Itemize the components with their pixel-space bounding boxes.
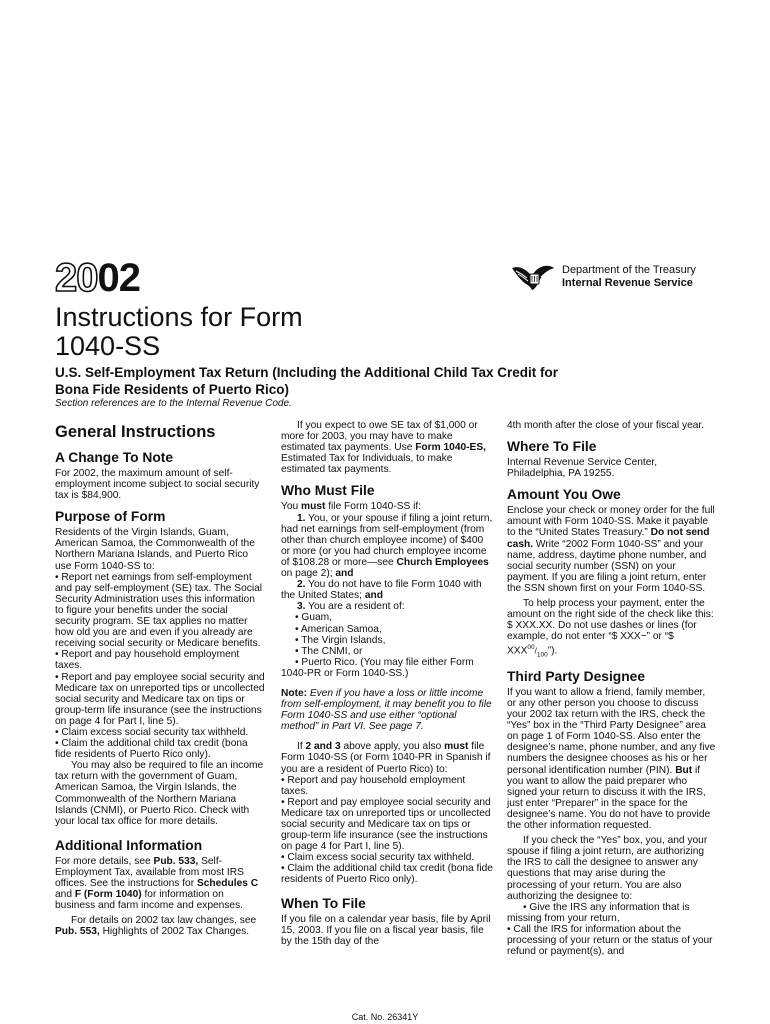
column-2 [281,420,493,947]
pub-533-link: Pub. 533, [153,855,199,867]
purpose-bullet: • Report and pay household employment taxes. [55,649,240,672]
when-to-file-text: If you file on a calendar year basis, file by April 15, 2003. If you file on a fiscal year basis, file by the 15th day of the [281,913,491,947]
column-1 [55,420,265,937]
amount-you-owe-text: Enclose your check or money order for the full amount with Form 1040-SS. Make it payable to the “United States Treasury.” Do not send cash. Write “2002 Form 1040-SS” and your name, address, daytime phone number, and social security number (SSN) on your payment. If you are filing a joint return, enter the SSN shown first on your Form 1040-SS. [507,505,715,594]
residence-item: • American Samoa, [295,623,382,635]
third-party-text-2: If you check the “Yes” box, you, and your spouse if filing a joint return, are authorizing the IRS to call the designee to answer any questions that may arise during the processing of your return. You are also authorizing the designee to: [507,835,708,902]
also-file-bullet: • Report and pay household employment taxes. [281,774,466,797]
change-to-note-heading: A Change To Note [55,450,174,465]
purpose-bullet: • Claim the additional child tax credit (bona fide residents of Puerto Rico only). [55,738,248,761]
condition-3: 3. You are a resident of: [297,601,405,613]
irs-eagle-seal-icon [510,262,556,292]
also-file-bullet: • Claim excess social security tax withheld. [281,852,475,864]
subtitle-line-2: Bona Fide Residents of Puerto Rico) [55,381,290,397]
page-title [55,303,515,361]
designee-bullet: • Give the IRS any information that is missing from your return, [507,901,690,924]
column-3 [507,420,717,957]
agency-name: Internal Revenue Service [562,277,693,289]
additional-information-heading: Additional Information [55,837,203,853]
additional-info-text-2: For details on 2002 tax law changes, see Pub. 553, Highlights of 2002 Tax Changes. [55,915,257,938]
residence-item: • Puerto Rico. (You may file either Form 1040-PR or Form 1040-SS.) [281,656,474,679]
catalog-number: Cat. No. 26341Y [351,1012,419,1022]
where-to-file-heading: Where To File [507,439,597,455]
title-line-1: Instructions for Form [55,302,303,332]
third-party-designee-heading: Third Party Designee [507,668,646,684]
also-file-bullet: • Claim the additional child tax credit (bona fide residents of Puerto Rico only). [281,863,493,886]
additional-info-text-1: For more details, see Pub. 533, Self-Employment Tax, available from most IRS offices. See the instructions for Schedules C and F (Form 1040) for information on business and farm income and expenses. [55,855,259,912]
purpose-text-2: You may also be required to file an income tax return with the government of Guam, American Samoa, the Virgin Islands, the Commonwealth of the Northern Mariana Islands (CNMI), or Puerto Rico. Check with your local tax office for more details. [55,760,264,827]
also-file-bullet: • Report and pay employee social security and Medicare tax on unreported tips or uncollected social security and Medicare tax on tips or group-term life insurance (see the instructions on page 4 for Part I, line 5). [281,796,491,853]
estimated-tax-text: If you expect to owe SE tax of $1,000 or more for 2003, you may have to make estimated tax payments. Use Form 1040-ES, Estimated Tax for Individuals, to make estimated tax payments. [281,420,486,476]
page-subtitle [55,365,715,398]
purpose-bullet: • Claim excess social security tax withheld. [55,726,249,738]
condition-2: 2. You do not have to file Form 1040 with the United States; and [281,579,482,602]
year-outline: 20 [55,256,98,300]
year-solid: 02 [97,256,140,300]
note-text: Note: Even if you have a loss or little income from self-employment, it may benefit you to file Form 1040-SS and use either “optional method” in Part VI. See page 7. [281,687,492,733]
when-to-file-heading: When To File [281,895,366,911]
also-must-file-text: If 2 and 3 above apply, you also must file Form 1040-SS (or Form 1040-PR in Spanish if you are a resident of Puerto Rico) to: [281,741,491,775]
general-instructions-heading: General Instructions [55,423,216,441]
purpose-text: Residents of the Virgin Islands, Guam, American Samoa, the Commonwealth of the Northern Mariana Islands, and Puerto Rico use Form 1040-SS to: [55,527,255,572]
purpose-bullet: • Report net earnings from self-employment and pay self-employment (SE) tax. The Social Security Administration uses this information to figure your benefits under the social security program. SE tax applies no matter how old you are and even if you already are receiving social security or Medicare benefits. [55,571,263,650]
department-name: Department of the Treasury [562,264,696,276]
who-must-file-heading: Who Must File [281,483,375,499]
residence-item: • Guam, [295,612,332,624]
payment-format-text: To help process your payment, enter the amount on the right side of the check like this: $ XXX.XX. Do not use dashes or lines (for example, do not enter “$ XXX−” or “$ $XXX^{00}/_{100}$”). [507,598,714,659]
change-to-note-text: For 2002, the maximum amount of self-employment income subject to social security tax is $84,900. [55,468,260,502]
subtitle-line-1: U.S. Self-Employment Tax Return (Including the Additional Child Tax Credit for [55,365,559,380]
title-line-2: 1040-SS [55,331,161,361]
amount-you-owe-heading: Amount You Owe [507,487,621,503]
fiscal-year-text: 4th month after the close of your fiscal year. [507,420,705,431]
section-references-note: Section references are to the Internal Revenue Code. [55,398,292,409]
third-party-text-1: If you want to allow a friend, family member, or any other person you choose to discuss your 2002 tax return with the IRS, check the “Yes” box in the “Third Party Designee” area on page 1 of Form 1040-SS. Also enter the designee’s name, phone number, and any five numbers the designee chooses as his or her personal identification number (PIN). But if you want to allow the paid preparer who signed your return to discuss it with the IRS, just enter “Preparer” in the space for the designee’s name. You do not have to provide the other information requested. [507,686,716,832]
form-year [55,258,140,298]
purpose-bullet: • Report and pay employee social security and Medicare tax on unreported tips or uncollected social security and Medicare tax on tips or group-term life insurance (see the instructions on page 4 for Part I, line 5). [55,671,265,727]
residence-item: • The Virgin Islands, [295,634,386,646]
pub-553-link: Pub. 553, [55,926,100,938]
where-to-file-text: Internal Revenue Service Center, Philadelphia, PA 19255. [507,457,658,480]
condition-1: 1. You, or your spouse if filing a joint return, had net earnings from self-employment (from other than church employee income) of $400 or more (or you had church employee income of $108.28 or more—see Church Employees on page 2); and [281,512,493,580]
who-must-file-text: You must file Form 1040-SS if: [281,501,422,513]
residence-item: • The CNMI, or [295,645,363,657]
designee-bullet: • Call the IRS for information about the processing of your return or the status of your refund or payment(s), and [507,923,713,958]
purpose-heading: Purpose of Form [55,509,166,525]
